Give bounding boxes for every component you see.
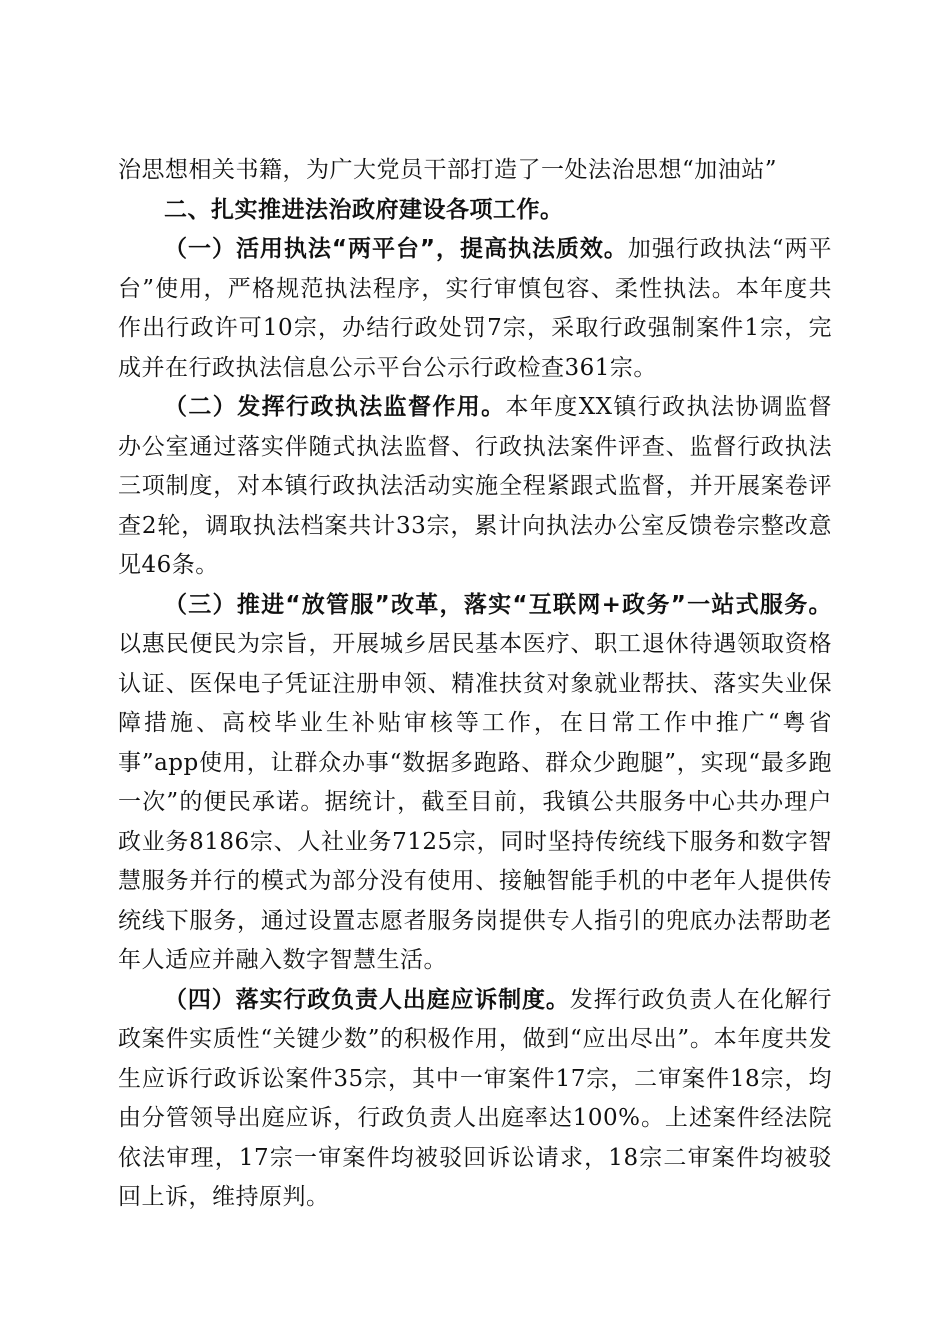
continuation-paragraph: 治思想相关书籍，为广大党员干部打造了一处法治思想“加油站” — [118, 157, 778, 183]
paragraph-text: 以惠民便民为宗旨，开展城乡居民基本医疗、职工退休待遇领取资格认证、医保电子凭证注册申领、精准扶贫对象就业帮扶、落实失业保障措施、高校毕业生补贴审核等工作，在日常工作中推广“粤省事”app使用，让群众办事“数据多跑路、群众少跑腿”，实现“最多跑一次”的便民承诺。据统计，截至目前，我镇公共服务中心共办理户政业务8186宗、人社业务7125宗，同时坚持传统线下服务和数字智慧服务并行的模式为部分没有使用、接触智能手机的中老年人提供传统线下服务，通过设置志愿者服务岗提供专人指引的兜底办法帮助老年人适应并融入数字智慧生活。 — [118, 631, 832, 973]
paragraph-lead: （二）发挥行政执法监督作用。 — [164, 394, 506, 420]
paragraph-text: 本年度XX镇行政执法协调监督办公室通过落实伴随式执法监督、行政执法案件评查、监督行政执法三项制度，对本镇行政执法活动实施全程紧跟式监督，并开展案卷评查2轮，调取执法档案共计33宗，累计向执法办公室反馈卷宗整改意见46条。 — [118, 394, 833, 578]
paragraph-text: 加强行政执法“两平台”使用，严格规范执法程序，实行审慎包容、柔性执法。本年度共作出行政许可10宗，办结行政处罚7宗，采取行政强制案件1宗，完成并在行政执法信息公示平台公示行政检查361宗。 — [118, 236, 833, 381]
paragraph-lead: （四）落实行政负责人出庭应诉制度。 — [164, 986, 570, 1013]
paragraph-2 — [118, 388, 832, 586]
paragraph-3 — [118, 586, 832, 981]
paragraph-lead: （一）活用执法“两平台”，提高执法质效。 — [164, 236, 628, 262]
paragraph-lead: （三）推进“放管服”改革，落实“互联网+政务”一站式服务。 — [164, 591, 832, 618]
paragraph-1 — [118, 230, 832, 388]
document-body — [118, 151, 832, 1218]
paragraph-4 — [118, 981, 832, 1218]
section-heading: 二、扎实推进法治政府建设各项工作。 — [164, 196, 564, 223]
paragraph-text: 发挥行政负责人在化解行政案件实质性“关键少数”的积极作用，做到“应出尽出”。本年度共发生应诉行政诉讼案件35宗，其中一审案件17宗，二审案件18宗，均由分管领导出庭应诉，行政负责人出庭率达100%。上述案件经法院依法审理，17宗一审案件均被驳回诉讼请求，18宗二审案件均被驳回上诉，维持原判。 — [118, 986, 833, 1210]
